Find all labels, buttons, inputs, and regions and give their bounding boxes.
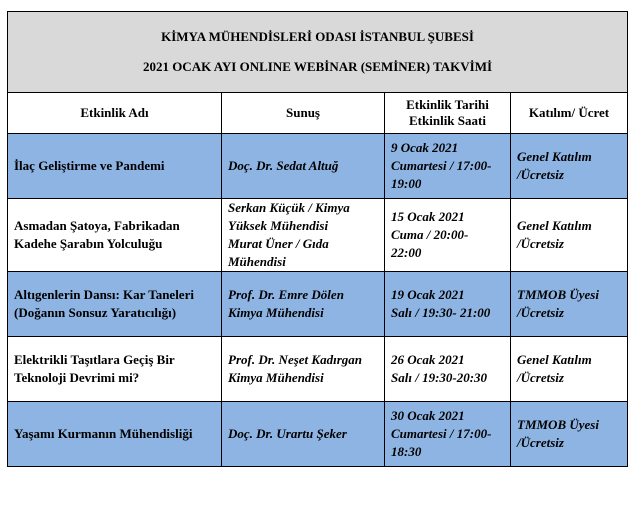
event-datetime-line: 30 Ocak 2021: [391, 408, 465, 423]
column-header-datetime-line-1: Etkinlik Tarihi: [406, 97, 489, 112]
event-datetime-line: 19 Ocak 2021: [391, 287, 465, 302]
event-datetime-line: 15 Ocak 2021: [391, 209, 465, 224]
event-fee-cell: [511, 402, 628, 467]
event-fee-cell: [511, 272, 628, 337]
event-presenter-line: Doç. Dr. Urartu Şeker: [228, 426, 347, 441]
event-fee-line: /Ücretsiz: [517, 305, 564, 320]
event-name-cell: [8, 402, 222, 467]
event-datetime-line: 22:00: [391, 245, 422, 260]
table-row: [8, 134, 628, 199]
event-datetime-cell: [385, 134, 511, 199]
event-name-line: İlaç Geliştirme ve Pandemi: [14, 158, 165, 173]
event-fee-line: /Ücretsiz: [517, 435, 564, 450]
title-row: [8, 12, 628, 93]
event-datetime-cell: [385, 337, 511, 402]
event-fee-line: /Ücretsiz: [517, 236, 564, 251]
event-fee-line: Genel Katılım: [517, 218, 592, 233]
event-datetime-line: 9 Ocak 2021: [391, 140, 459, 155]
event-fee-line: Genel Katılım: [517, 149, 592, 164]
event-name-line: Asmadan Şatoya, Fabrikadan: [14, 218, 180, 233]
event-datetime-cell: [385, 402, 511, 467]
event-presenter-cell: [222, 199, 385, 272]
event-presenter-line: Murat Üner / Gıda: [228, 236, 329, 251]
column-header-datetime-line-2: Etkinlik Saati: [409, 113, 486, 128]
event-presenter-line: Kimya Mühendisi: [228, 370, 324, 385]
event-name-line: Altıgenlerin Dansı: Kar Taneleri: [14, 287, 194, 302]
event-presenter-line: Prof. Dr. Emre Dölen: [228, 287, 344, 302]
event-name-line: Kadehe Şarabın Yolculuğu: [14, 236, 163, 251]
webinar-schedule: [7, 11, 627, 467]
event-fee-cell: [511, 199, 628, 272]
event-fee-cell: [511, 134, 628, 199]
event-name-cell: [8, 199, 222, 272]
event-name-line: (Doğanın Sonsuz Yaratıcılığı): [14, 305, 177, 320]
table-title: [8, 12, 628, 93]
event-presenter-cell: [222, 134, 385, 199]
column-header-fee: Katılım/ Ücret: [511, 93, 628, 134]
event-name-line: Yaşamı Kurmanın Mühendisliği: [14, 426, 193, 441]
event-presenter-cell: [222, 402, 385, 467]
title-line-2: 2021 OCAK AYI ONLINE WEBİNAR (SEMİNER) TAKVİMİ: [142, 59, 493, 74]
event-presenter-line: Prof. Dr. Neşet Kadırgan: [228, 352, 362, 367]
column-header-presenter: Sunuş: [222, 93, 385, 134]
event-name-cell: [8, 272, 222, 337]
event-presenter-cell: [222, 337, 385, 402]
event-presenter-line: Mühendisi: [228, 254, 286, 269]
event-presenter-line: Yüksek Mühendisi: [228, 218, 329, 233]
event-presenter-line: Kimya Mühendisi: [228, 305, 324, 320]
event-datetime-line: Cumartesi / 17:00-: [391, 158, 492, 173]
event-name-line: Elektrikli Taşıtlara Geçiş Bir: [14, 352, 175, 367]
event-datetime-cell: [385, 199, 511, 272]
event-datetime-line: 19:00: [391, 176, 422, 191]
schedule-table: [7, 11, 628, 467]
table-row: [8, 402, 628, 467]
event-datetime-line: Salı / 19:30- 21:00: [391, 305, 491, 320]
column-header-name: Etkinlik Adı: [8, 93, 222, 134]
event-fee-line: TMMOB Üyesi: [517, 287, 599, 302]
event-datetime-line: 26 Ocak 2021: [391, 352, 465, 367]
table-row: [8, 199, 628, 272]
event-name-line: Teknoloji Devrimi mi?: [14, 370, 140, 385]
title-line-1: KİMYA MÜHENDİSLERİ ODASI İSTANBUL ŞUBESİ: [161, 29, 474, 44]
event-name-cell: [8, 134, 222, 199]
table-row: [8, 337, 628, 402]
event-datetime-line: Cumartesi / 17:00-: [391, 426, 492, 441]
event-datetime-line: Cuma / 20:00-: [391, 227, 469, 242]
event-datetime-line: Salı / 19:30-20:30: [391, 370, 488, 385]
event-fee-line: /Ücretsiz: [517, 167, 564, 182]
column-header-datetime: [385, 93, 511, 134]
event-fee-line: /Ücretsiz: [517, 370, 564, 385]
header-row: [8, 93, 628, 134]
event-presenter-cell: [222, 272, 385, 337]
event-datetime-cell: [385, 272, 511, 337]
table-row: [8, 272, 628, 337]
event-presenter-line: Doç. Dr. Sedat Altuğ: [228, 158, 339, 173]
event-datetime-line: 18:30: [391, 444, 422, 459]
event-fee-line: TMMOB Üyesi: [517, 417, 599, 432]
event-fee-cell: [511, 337, 628, 402]
event-fee-line: Genel Katılım: [517, 352, 592, 367]
event-presenter-line: Serkan Küçük / Kimya: [228, 200, 350, 215]
event-name-cell: [8, 337, 222, 402]
